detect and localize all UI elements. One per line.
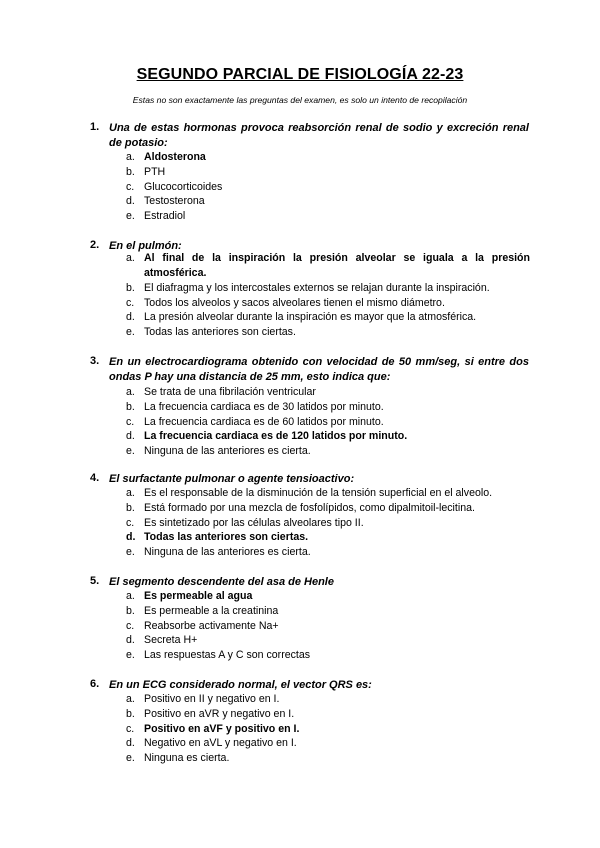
question-text: En un ECG considerado normal, el vector QRS es:	[109, 679, 372, 691]
answer-option	[0, 619, 600, 634]
question-number: 5.	[90, 575, 100, 587]
option-text: Ninguna de las anteriores es cierta.	[144, 546, 311, 558]
option-text: Ninguna es cierta.	[144, 752, 230, 764]
answer-option	[0, 415, 600, 430]
option-text: Es permeable al agua	[144, 590, 253, 602]
option-text: Todas las anteriores son ciertas.	[144, 531, 309, 543]
option-text: Positivo en II y negativo en I.	[144, 693, 280, 705]
option-text: Positivo en aVR y negativo en I.	[144, 708, 295, 720]
option-text: Está formado por una mezcla de fosfolípidos, como dipalmitoil-lecitina.	[144, 502, 475, 514]
option-text: Testosterona	[144, 195, 205, 207]
answer-option	[0, 251, 600, 279]
option-letter: c.	[126, 416, 135, 428]
option-letter: d.	[126, 531, 136, 543]
answer-option	[0, 751, 600, 766]
option-letter: e.	[126, 649, 135, 661]
option-text: Al final de la inspiración la presión alveolar se iguala a la presión atmosférica.	[144, 252, 530, 279]
option-letter: c.	[126, 620, 135, 632]
answer-option	[0, 150, 600, 165]
option-letter: b.	[126, 401, 135, 413]
answer-option	[0, 296, 600, 311]
option-text: Negativo en aVL y negativo en I.	[144, 737, 297, 749]
option-letter: a.	[126, 487, 135, 499]
option-text: La frecuencia cardiaca es de 60 latidos por minuto.	[144, 416, 384, 428]
answer-option	[0, 209, 600, 224]
answer-option	[0, 722, 600, 737]
option-text: Estradiol	[144, 210, 186, 222]
answer-option	[0, 501, 600, 516]
answer-option	[0, 707, 600, 722]
option-text: Aldosterona	[144, 151, 206, 163]
answer-option	[0, 545, 600, 560]
question-text: El segmento descendente del asa de Henle	[109, 576, 334, 588]
answer-option	[0, 180, 600, 195]
answer-option	[0, 633, 600, 648]
answer-option	[0, 385, 600, 400]
option-letter: a.	[126, 252, 135, 264]
option-text: Es sintetizado por las células alveolares tipo II.	[144, 517, 364, 529]
option-text: Todas las anteriores son ciertas.	[144, 326, 296, 338]
option-text: Reabsorbe activamente Na+	[144, 620, 279, 632]
option-letter: b.	[126, 282, 135, 294]
option-letter: a.	[126, 386, 135, 398]
answer-option	[0, 444, 600, 459]
page-subtitle: Estas no son exactamente las preguntas del examen, es solo un intento de recopilación	[132, 95, 468, 105]
option-text: Glucocorticoides	[144, 181, 223, 193]
question-number: 6.	[90, 678, 100, 690]
answer-option	[0, 530, 600, 545]
option-letter: d.	[126, 737, 135, 749]
option-letter: c.	[126, 297, 135, 309]
option-letter: b.	[126, 708, 135, 720]
answer-option	[0, 604, 600, 619]
option-text: Ninguna de las anteriores es cierta.	[144, 445, 311, 457]
option-text: Es el responsable de la disminución de la tensión superficial en el alveolo.	[144, 487, 493, 499]
answer-option	[0, 310, 600, 325]
answer-option	[0, 692, 600, 707]
option-text: Se trata de una fibrilación ventricular	[144, 386, 316, 398]
page-title: SEGUNDO PARCIAL DE FISIOLOGÍA 22-23	[136, 66, 464, 83]
option-text: Las respuestas A y C son correctas	[144, 649, 311, 661]
option-letter: e.	[126, 326, 135, 338]
option-text: Secreta H+	[144, 634, 198, 646]
answer-option	[0, 516, 600, 531]
option-letter: c.	[126, 517, 135, 529]
question-text: En el pulmón:	[109, 240, 182, 252]
option-letter: e.	[126, 546, 135, 558]
answer-option	[0, 589, 600, 604]
option-letter: e.	[126, 752, 135, 764]
option-text: La frecuencia cardiaca es de 30 latidos por minuto.	[144, 401, 384, 413]
option-letter: d.	[126, 311, 135, 323]
question-text: El surfactante pulmonar o agente tensioactivo:	[109, 473, 355, 485]
answer-option	[0, 281, 600, 296]
option-letter: b.	[126, 605, 135, 617]
option-text: La frecuencia cardiaca es de 120 latidos por minuto.	[144, 430, 408, 442]
option-letter: c.	[126, 181, 135, 193]
question-number: 4.	[90, 472, 100, 484]
answer-option	[0, 400, 600, 415]
answer-option	[0, 429, 600, 444]
question-number: 1.	[90, 121, 100, 133]
option-letter: a.	[126, 151, 135, 163]
question-text: En un electrocardiograma obtenido con velocidad de 50 mm/seg, si entre dos ondas P hay una distancia de 25 mm, esto indica que:	[109, 356, 529, 383]
option-text: Es permeable a la creatinina	[144, 605, 279, 617]
option-text: Todos los alveolos y sacos alveolares tienen el mismo diámetro.	[144, 297, 445, 309]
option-letter: d.	[126, 430, 135, 442]
answer-option	[0, 165, 600, 180]
option-letter: b.	[126, 166, 135, 178]
answer-option	[0, 648, 600, 663]
option-letter: d.	[126, 634, 135, 646]
option-text: La presión alveolar durante la inspiración es mayor que la atmosférica.	[144, 311, 477, 323]
question-text: Una de estas hormonas provoca reabsorción renal de sodio y excreción renal de potasio:	[109, 122, 529, 149]
option-text: PTH	[144, 166, 166, 178]
option-letter: a.	[126, 590, 135, 602]
option-letter: d.	[126, 195, 135, 207]
question-number: 3.	[90, 355, 100, 367]
option-text: Positivo en aVF y positivo en I.	[144, 723, 300, 735]
option-letter: e.	[126, 210, 135, 222]
answer-option	[0, 736, 600, 751]
option-letter: c.	[126, 723, 135, 735]
option-text: El diafragma y los intercostales externos se relajan durante la inspiración.	[144, 282, 490, 294]
question-number: 2.	[90, 239, 100, 251]
option-letter: b.	[126, 502, 135, 514]
answer-option	[0, 194, 600, 209]
option-letter: a.	[126, 693, 135, 705]
answer-option	[0, 325, 600, 340]
option-letter: e.	[126, 445, 135, 457]
answer-option	[0, 486, 600, 501]
